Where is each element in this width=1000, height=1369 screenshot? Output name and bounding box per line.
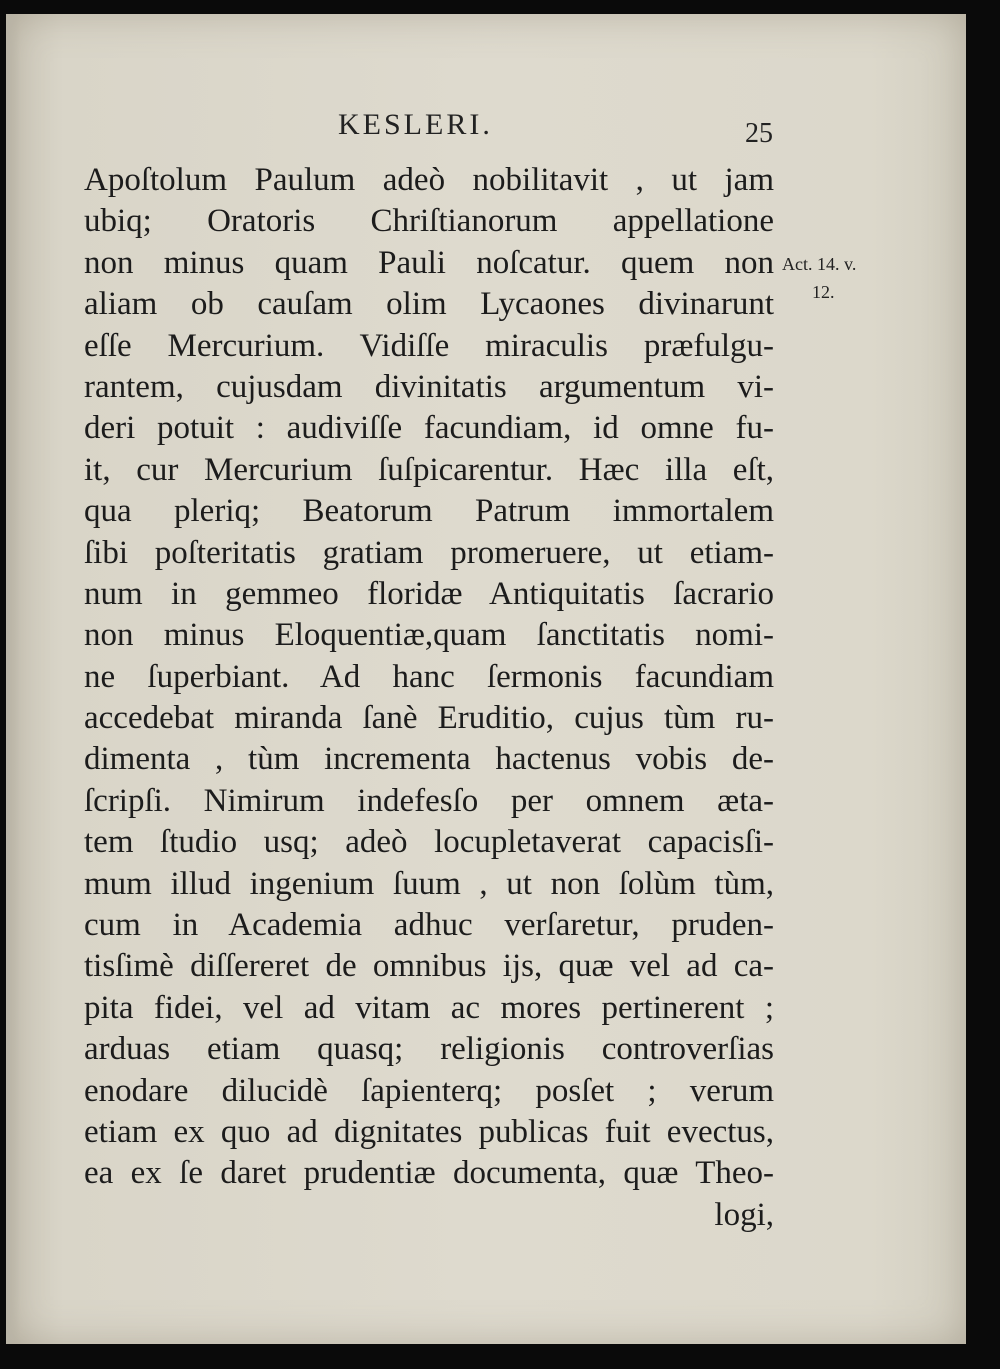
text-line: Apoſtolum Paulum adeò nobilitavit , ut jam: [84, 162, 774, 198]
text-line: pita fidei, vel ad vitam ac mores pertinerent ;: [84, 989, 774, 1026]
text-line: cum in Academia adhuc verſaretur, pruden-: [84, 907, 774, 944]
text-line: mum illud ingenium ſuum , ut non ſolùm tùm,: [84, 865, 774, 902]
text-line: ea ex ſe daret prudentiæ documenta, quæ Theo-: [84, 1155, 774, 1192]
text-line: enodare dilucidè ſapienterq; posſet ; verum: [84, 1072, 774, 1109]
text-line: ubiq; Oratoris Chriſtianorum appellatione: [84, 203, 774, 240]
text-line: non minus Eloquentiæ,quam ſanctitatis nomi-: [84, 617, 774, 654]
text-line: non minus quam Pauli noſcatur. quem non: [84, 244, 774, 281]
text-line: aliam ob cauſam olim Lycaones divinarunt: [84, 286, 774, 323]
running-header-title: KESLERI.: [338, 108, 493, 141]
text-line: qua pleriq; Beatorum Patrum immortalem: [84, 493, 774, 530]
text-line: it, cur Mercurium ſuſpicarentur. Hæc illa eſt,: [84, 451, 774, 488]
text-line: rantem, cujusdam divinitatis argumentum vi-: [84, 368, 774, 405]
marginal-note: [782, 250, 856, 306]
text-line: ne ſuperbiant. Ad hanc ſermonis facundiam: [84, 658, 774, 695]
text-line: num in gemmeo floridæ Antiquitatis ſacrario: [84, 575, 774, 612]
text-line: etiam ex quo ad dignitates publicas fuit evectus,: [84, 1113, 774, 1150]
text-line: deri potuit : audiviſſe facundiam, id omne fu-: [84, 410, 774, 447]
body-text: [84, 160, 774, 1236]
text-line: ſcripſi. Nimirum indefesſo per omnem æta-: [84, 782, 774, 819]
text-line: ſibi poſteritatis gratiam promeruere, ut etiam-: [84, 534, 774, 571]
text-line: tisſimè diſſereret de omnibus ijs, quæ vel ad ca-: [84, 948, 774, 985]
text-line: arduas etiam quasq; religionis controverſias: [84, 1031, 774, 1068]
catchword-line: logi,: [714, 1196, 774, 1233]
page-number: 25: [745, 118, 773, 149]
text-line: tem ſtudio usq; adeò locupletaverat capacisſi-: [84, 824, 774, 861]
page-gutter-shadow: [6, 14, 20, 1344]
marginal-note-line: Act. 14. v.: [782, 254, 857, 274]
text-line: dimenta , tùm incrementa hactenus vobis de-: [84, 741, 774, 778]
text-line: accedebat miranda ſanè Eruditio, cujus tùm ru-: [84, 700, 774, 737]
text-line: eſſe Mercurium. Vidiſſe miraculis præfulgu-: [84, 327, 774, 364]
marginal-note-line: 12.: [812, 282, 835, 302]
